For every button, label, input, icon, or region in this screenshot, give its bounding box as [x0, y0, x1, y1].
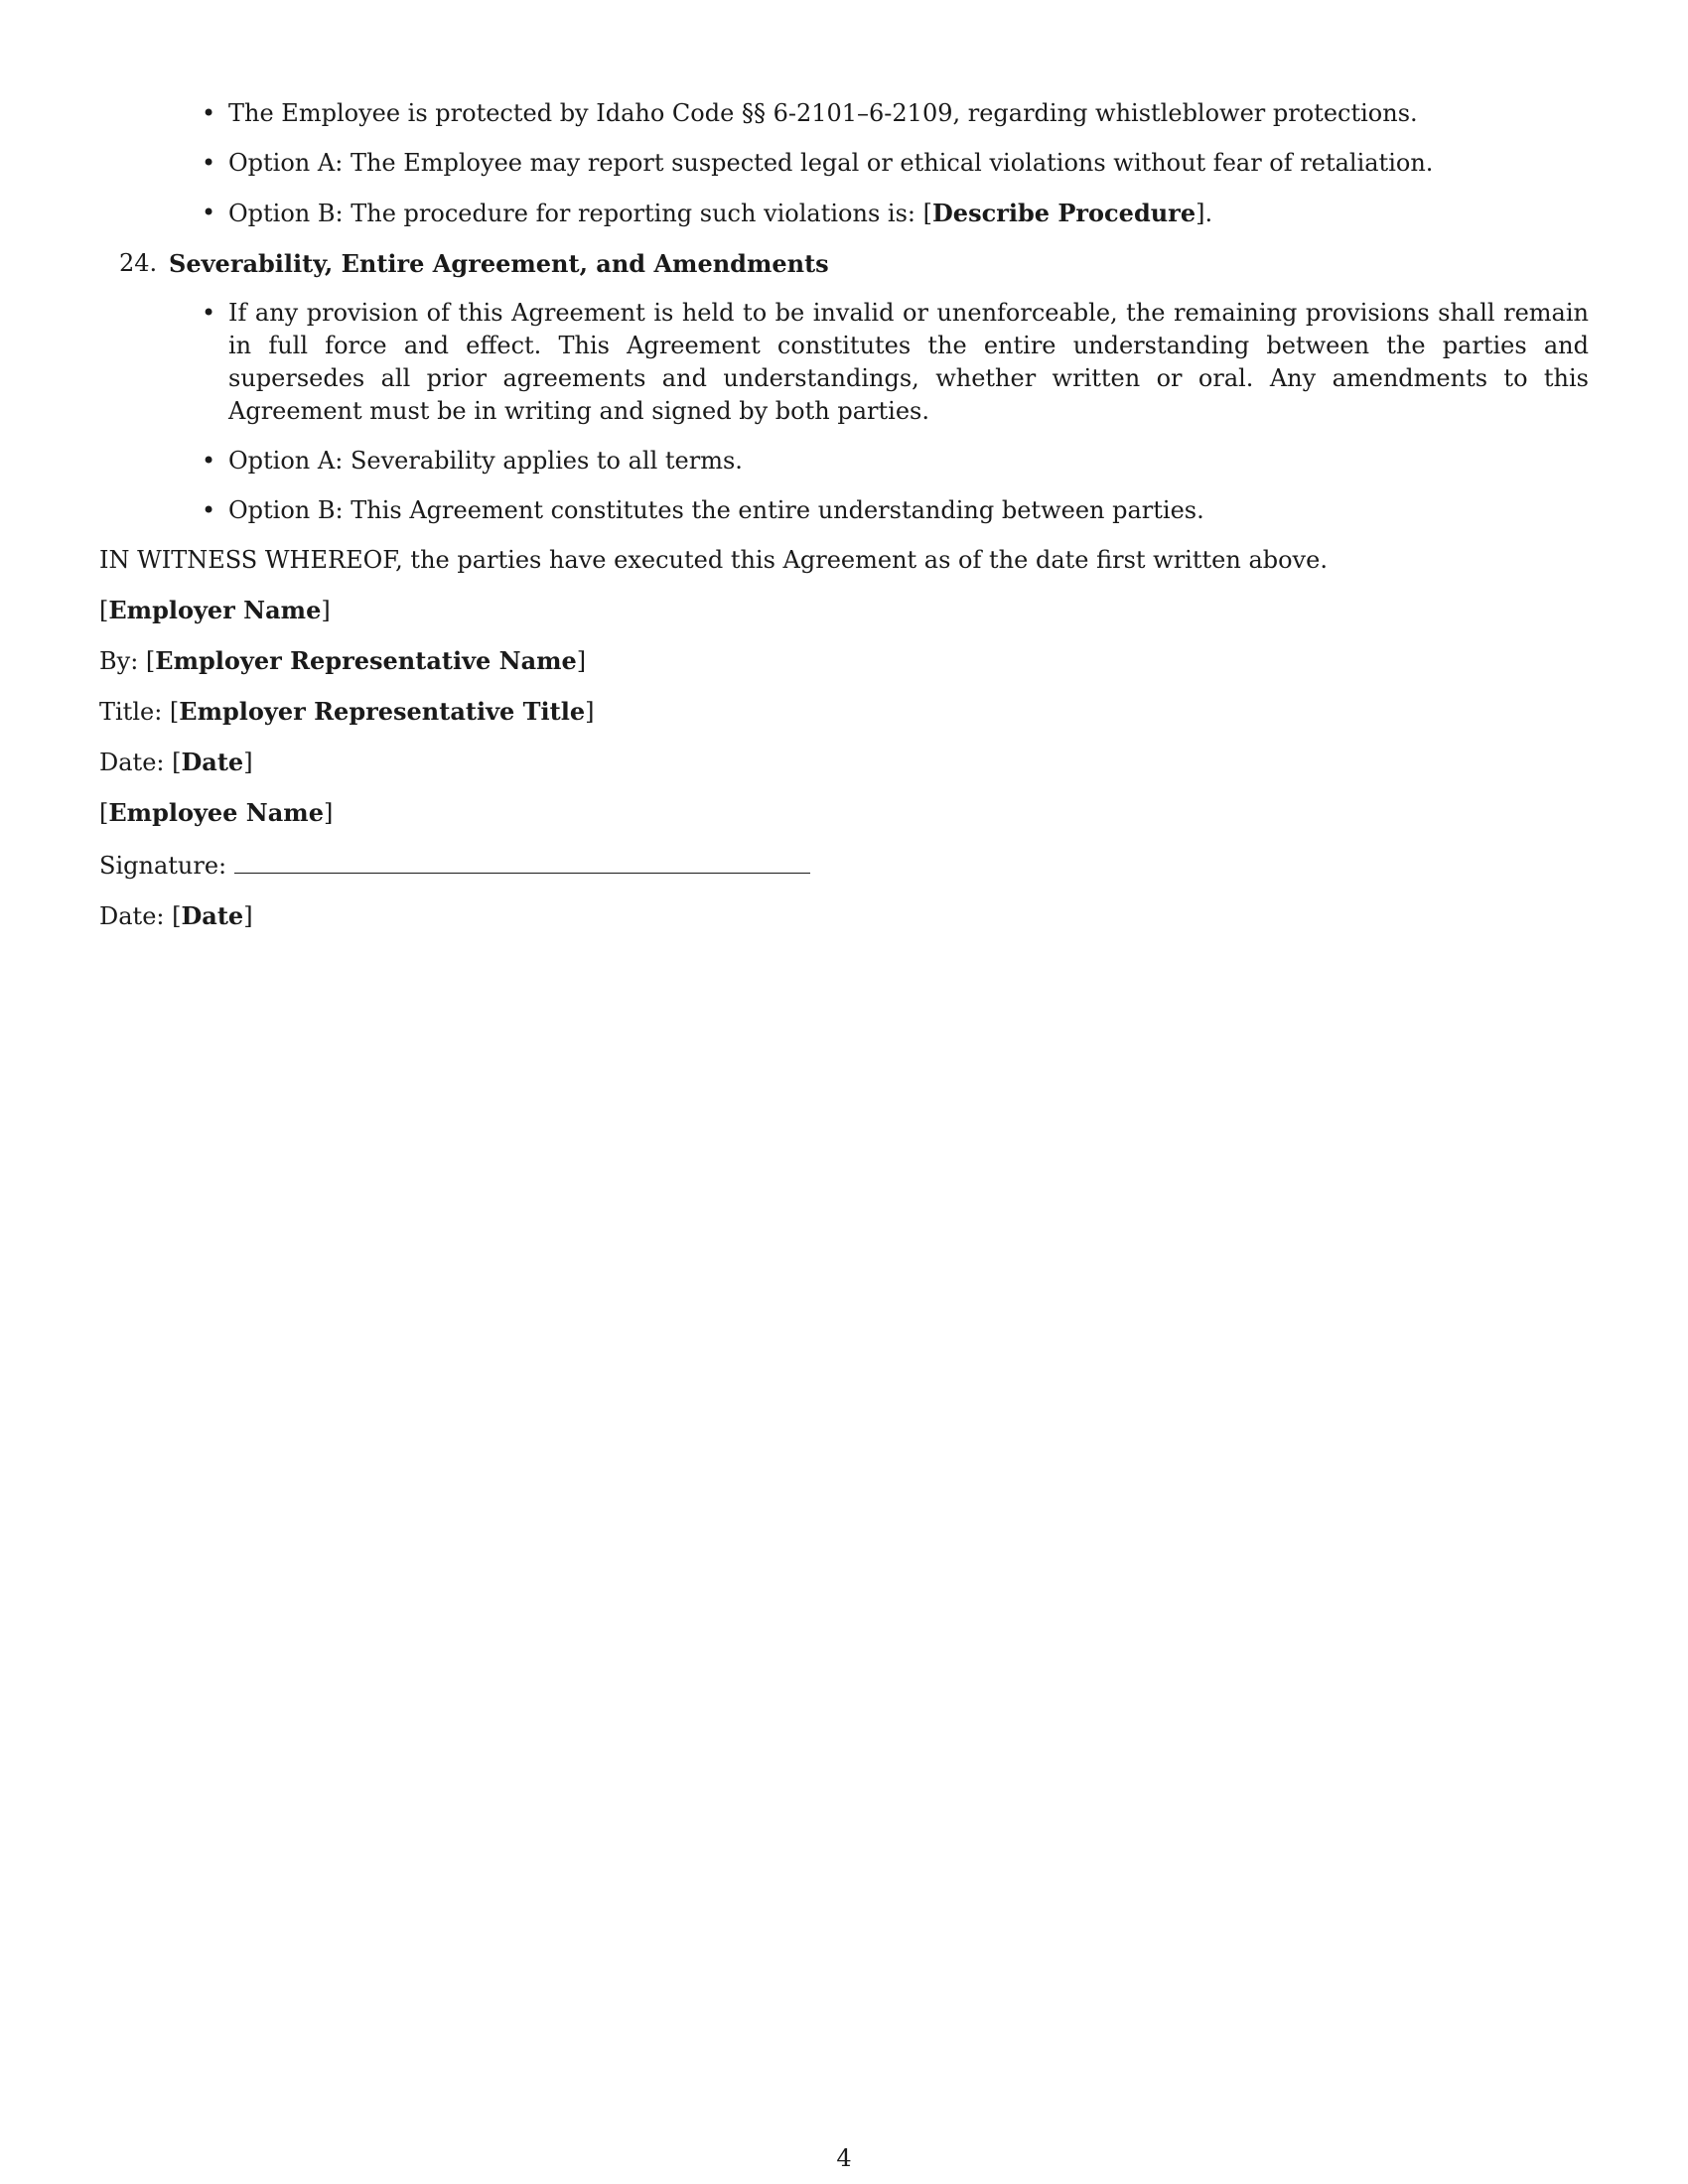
employer-name-line: [Employer Name] — [99, 596, 331, 624]
signature-blank[interactable] — [234, 847, 810, 874]
list-item: • Option B: This Agreement constitutes the entire understanding between parties. — [228, 494, 1589, 527]
list-item: • Option A: Severability applies to all terms. — [228, 445, 1589, 478]
severability-bullet-list — [99, 297, 1589, 527]
list-item: • Option B: The procedure for reporting such violations is: [Describe Procedure]. — [202, 199, 1213, 227]
bullet-icon: • — [202, 299, 216, 327]
list-item: • If any provision of this Agreement is held to be invalid or unenforceable, the remaining provisions shall remain in full force and effect. This Agreement constitutes the entire understanding between the parties and supersedes all prior agreements and understandings, whether written or oral. Any amendments to this Agreement must be in writing and signed by both parties. — [202, 299, 1589, 425]
document-body — [99, 97, 1589, 950]
section-heading — [99, 247, 1589, 280]
employer-title-line: Title: [Employer Representative Title] — [99, 697, 595, 726]
employee-name-line: [Employee Name] — [99, 798, 334, 827]
employee-date-line: Date: [Date] — [99, 901, 253, 930]
list-item: • The Employee is protected by Idaho Code §§ 6-2101–6-2109, regarding whistleblower protections. — [228, 97, 1589, 130]
list-item: • Option A: The Employee may report suspected legal or ethical violations without fear of retaliation. — [228, 147, 1589, 180]
employer-by-line: By: [Employer Representative Name] — [99, 646, 587, 675]
bullet-icon: • — [202, 496, 216, 524]
witness-statement: IN WITNESS WHEREOF, the parties have executed this Agreement as of the date first written above. — [99, 546, 1328, 574]
whistleblower-bullet-list — [99, 97, 1589, 230]
bullet-icon: • — [202, 447, 216, 475]
section-number: 24. — [119, 249, 158, 277]
placeholder-describe-procedure: Describe Procedure — [931, 199, 1196, 227]
bullet-icon: • — [202, 99, 216, 127]
bullet-icon: • — [202, 149, 216, 177]
page-number: 4 — [836, 2144, 852, 2172]
employee-signature-line: Signature: — [99, 847, 1589, 883]
section-title: Severability, Entire Agreement, and Amendments — [169, 249, 829, 278]
bullet-icon: • — [202, 199, 216, 226]
employer-date-line: Date: [Date] — [99, 748, 253, 776]
